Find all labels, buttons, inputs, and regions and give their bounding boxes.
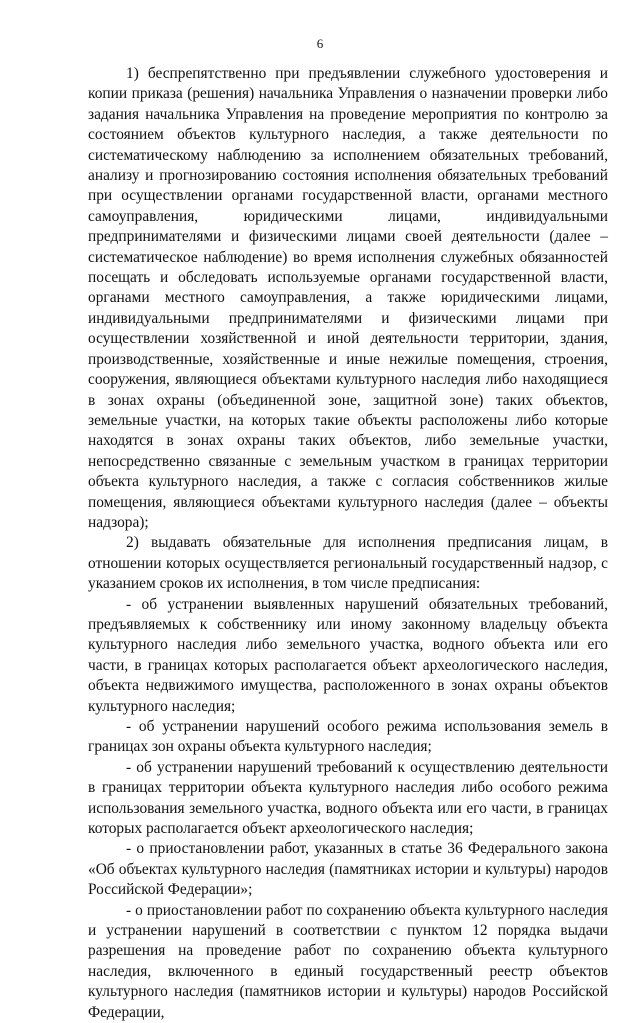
body-text: [88, 64, 608, 1023]
paragraph-4: - об устранении нарушений особого режима использования земель в границах зон охраны объекта культурного наследия;: [88, 718, 608, 756]
paragraph-5: - об устранении нарушений требований к осуществлению деятельности в границах территории объекта культурного наследия либо особого режима использования земельного участка, водного объекта или его части, в границах которых располагается объект археологического наследия;: [88, 758, 608, 838]
page-number: 6: [316, 36, 324, 51]
paragraph-7: - о приостановлении работ по сохранению объекта культурного наследия и устранении нарушений в соответствии с пунктом 12 порядка выдачи разрешения на проведение работ по сохранению объекта культурного наследия, включенного в единый государственный реестр объектов культурного наследия (памятников истории и культуры) народов Российской Федерации,: [88, 901, 608, 1021]
paragraph-2: 2) выдавать обязательные для исполнения предписания лицам, в отношении которых осуществляется региональный государственный надзор, с указанием сроков их исполнения, в том числе предписания:: [88, 534, 608, 593]
paragraph-1: 1) беспрепятственно при предъявлении служебного удостоверения и копии приказа (решения) начальника Управления о назначении проверки либо задания начальника Управления на проведение мероприятия по контролю за состоянием объектов культурного наследия, а также деятельности по систематическому наблюдению за исполнением обязательных требований, анализу и прогнозированию состояния исполнения обязательных требований при осуществлении органами государственной власти, органами местного самоуправления, юридическими лицами, индивидуальными предпринимателями и физическими лицами своей деятельности (далее – систематическое наблюдение) во время исполнения служебных обязанностей посещать и обследовать используемые органами государственной власти, органами местного самоуправления, а также юридическими лицами, индивидуальными предпринимателями и физическими лицами при осуществлении хозяйственной и иной деятельности территории, здания, производственные, хозяйственные и иные нежилые помещения, строения, сооружения, являющиеся объектами культурного наследия либо находящиеся в зонах охраны (объединенной зоне, защитной зоне) таких объектов, земельные участки, на которых такие объекты расположены либо которые находятся в зонах охраны таких объектов, либо земельные участки, непосредственно связанные с земельным участком в границах территории объекта культурного наследия, а также с согласия собственников жилые помещения, являющиеся объектами культурного наследия (далее – объекты надзора);: [88, 65, 608, 531]
paragraph-6: - о приостановлении работ, указанных в статье 36 Федерального закона «Об объектах культурного наследия (памятниках истории и культуры) народов Российской Федерации»;: [88, 840, 608, 899]
paragraph-3: - об устранении выявленных нарушений обязательных требований, предъявляемых к собственнику или иному законному владельцу объекта культурного наследия либо земельного участка, водного объекта или его части, в границах которых располагается объект археологического наследия, объекта недвижимого имущества, расположенного в зонах охраны объектов культурного наследия;: [88, 595, 608, 715]
